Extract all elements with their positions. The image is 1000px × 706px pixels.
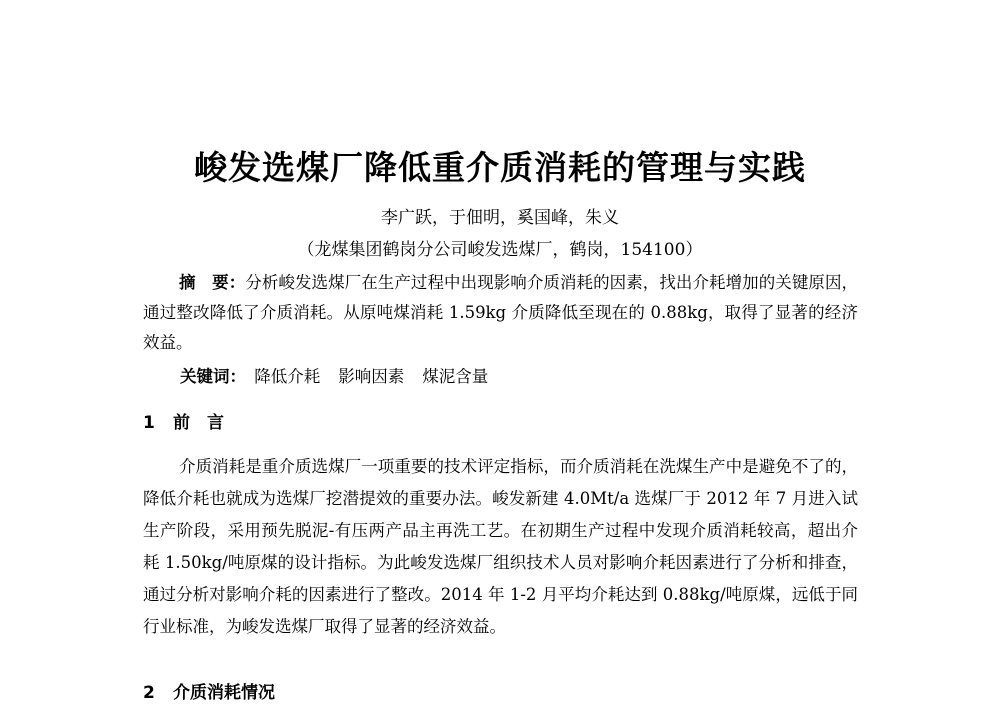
section-title: 介质消耗情况	[173, 683, 275, 703]
section-title: 前 言	[173, 413, 224, 433]
paper-title: 峻发选煤厂降低重介质消耗的管理与实践	[194, 148, 806, 187]
section-heading-1	[143, 410, 224, 436]
affiliation: （龙煤集团鹤岗分公司峻发选煤厂，鹤岗，154100）	[297, 240, 703, 260]
keyword: 降低介耗	[254, 367, 321, 386]
keywords	[180, 363, 506, 391]
section-heading-2	[143, 680, 275, 706]
abstract	[143, 268, 858, 358]
keyword: 煤泥含量	[422, 367, 489, 386]
section-number: 2	[143, 683, 155, 703]
abstract-text: 分析峻发选煤厂在生产过程中出现影响介质消耗的因素，找出介耗增加的关键原因，通过整改降低了介质消耗。从原吨煤消耗 1.59kg 介质降低至现在的 0.88kg，取得了显著的经济效益。	[143, 273, 858, 352]
abstract-label: 摘 要：	[179, 273, 246, 292]
author-list: 李广跃，于佃明，奚国峰，朱义	[381, 208, 619, 228]
keyword: 影响因素	[338, 367, 405, 386]
keywords-label: 关键词：	[180, 367, 238, 386]
section-number: 1	[143, 413, 155, 433]
section-1-paragraph: 介质消耗是重介质选煤厂一项重要的技术评定指标，而介质消耗在洗煤生产中是避免不了的，降低介耗也就成为选煤厂挖潜提效的重要办法。峻发新建 4.0Mt/a 选煤厂于 2012 年 7 月进入试生产阶段，采用预先脱泥-有压两产品主再洗工艺。在初期生产过程中发现介质消耗较高，超出介耗 1.50kg/吨原煤的设计指标。为此峻发选煤厂组织技术人员对影响介耗因素进行了分析和排查，通过分析对影响介耗的因素进行了整改。2014 年 1-2 月平均介耗达到 0.88kg/吨原煤，远低于同行业标准，为峻发选煤厂取得了显著的经济效益。	[143, 457, 858, 636]
